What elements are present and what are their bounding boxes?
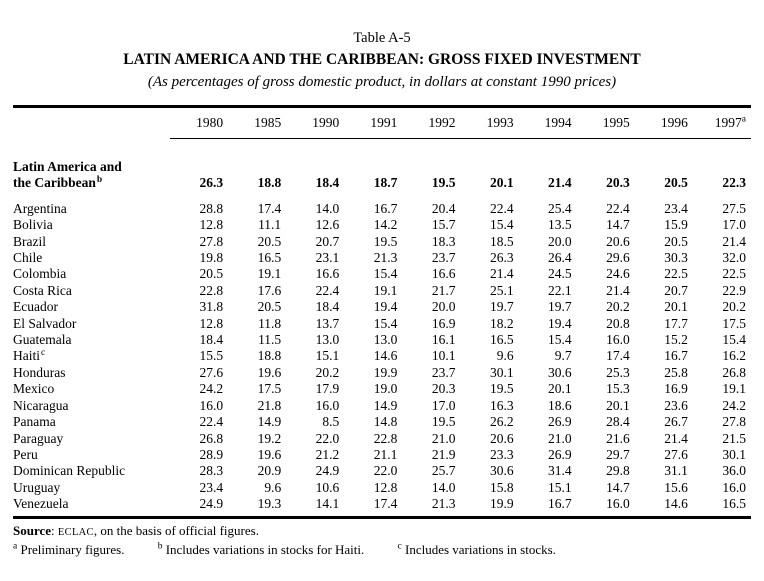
cell-value: 15.4: [373, 315, 398, 331]
cell-value: 16.7: [664, 348, 688, 364]
cell-value: 13.5: [548, 217, 572, 233]
cell-value: 13.0: [315, 332, 340, 348]
cell-value: 21.2: [315, 446, 340, 462]
cell-value: 20.1: [606, 397, 630, 413]
cell-value: 26.3: [199, 175, 224, 191]
cell-value: 28.3: [199, 463, 224, 479]
cell-value: 19.7: [548, 299, 572, 315]
column-header-1996: 1996: [635, 107, 693, 139]
cell-value: 24.5: [548, 266, 572, 282]
cell-value: 14.0: [315, 200, 340, 216]
cell-value: 20.9: [257, 463, 282, 479]
cell-value: 10.6: [315, 479, 340, 495]
cell-value: 26.9: [548, 446, 572, 462]
cell-value: 24.6: [606, 266, 630, 282]
cell-value: 20.7: [315, 233, 340, 249]
cell-value: 14.2: [373, 217, 398, 233]
row-note-marker: c: [41, 347, 46, 358]
cell-value: 20.1: [489, 175, 514, 191]
cell-value: 20.5: [664, 233, 688, 249]
row-label: Costa Rica: [13, 282, 72, 298]
cell-value: 16.1: [431, 332, 456, 348]
cell-value: 19.1: [722, 381, 746, 397]
cell-value: 23.4: [664, 200, 688, 216]
cell-value: 20.5: [257, 233, 282, 249]
row-label: Panama: [13, 414, 56, 430]
cell-value: 16.0: [722, 479, 746, 495]
cell-value: 28.9: [199, 446, 224, 462]
cell-value: 10.1: [431, 348, 456, 364]
cell-value: 17.4: [373, 496, 398, 512]
cell-value: 18.4: [315, 299, 340, 315]
cell-value: 30.1: [722, 446, 746, 462]
cell-value: 27.5: [722, 200, 746, 216]
cell-value: 30.6: [548, 364, 572, 380]
cell-value: 16.6: [431, 266, 456, 282]
cell-value: 16.2: [722, 348, 746, 364]
cell-value: 20.2: [315, 364, 340, 380]
row-label: Ecuador: [13, 299, 58, 315]
source-text: , on the basis of official figures.: [93, 522, 259, 538]
cell-value: 20.6: [489, 430, 514, 446]
cell-value: 16.7: [548, 496, 572, 512]
row-label: Uruguay: [13, 479, 61, 495]
cell-value: 26.7: [664, 414, 688, 430]
cell-value: 24.2: [722, 397, 746, 413]
cell-value: 19.9: [373, 364, 398, 380]
cell-value: 25.8: [664, 364, 688, 380]
table-row: [13, 299, 751, 315]
cell-value: 19.0: [373, 381, 398, 397]
cell-value: 26.8: [199, 430, 224, 446]
column-header-1992: 1992: [402, 107, 460, 139]
cell-value: 22.4: [315, 282, 340, 298]
cell-value: 25.1: [489, 282, 514, 298]
column-header-1997: 1997$^a$: [693, 107, 751, 139]
column-header-1995: 1995: [577, 107, 635, 139]
source-org: ECLAC: [57, 526, 94, 538]
cell-value: 19.5: [431, 414, 456, 430]
table-row: [13, 365, 751, 381]
row-label: Bolivia: [13, 217, 53, 233]
cell-value: 24.9: [315, 463, 340, 479]
cell-value: 22.0: [315, 430, 340, 446]
cell-value: 24.2: [199, 381, 224, 397]
footnote-c-marker: c: [397, 541, 402, 552]
cell-value: 19.4: [548, 315, 572, 331]
cell-value: 15.4: [548, 332, 572, 348]
cell-value: 26.3: [489, 250, 514, 266]
cell-value: 27.6: [199, 364, 224, 380]
cell-value: 16.5: [489, 332, 514, 348]
table-row: [13, 250, 751, 266]
table-row: [13, 398, 751, 414]
cell-value: 15.4: [373, 266, 398, 282]
cell-value: 19.2: [257, 430, 282, 446]
footnote-c-text: Includes variations in stocks.: [405, 541, 556, 557]
cell-value: 16.9: [664, 381, 688, 397]
cell-value: 23.4: [199, 479, 224, 495]
cell-value: 23.1: [315, 250, 340, 266]
cell-value: 20.8: [606, 315, 630, 331]
row-label: Haiti$^c$: [13, 347, 46, 364]
cell-value: 20.2: [722, 299, 746, 315]
row-label: Latin America and the Caribbean$^b$: [13, 159, 122, 191]
cell-value: 21.4: [722, 233, 746, 249]
cell-value: 18.4: [315, 175, 340, 191]
cell-value: 22.8: [199, 282, 224, 298]
cell-value: 31.4: [548, 463, 572, 479]
cell-value: 19.8: [199, 250, 224, 266]
table-row: [13, 414, 751, 430]
cell-value: 12.6: [315, 217, 340, 233]
table-row: [13, 266, 751, 282]
cell-value: 9.6: [496, 348, 514, 364]
cell-value: 28.8: [199, 200, 224, 216]
cell-value: 20.6: [606, 233, 630, 249]
source-line: [13, 523, 751, 541]
cell-value: 14.1: [315, 496, 340, 512]
spacer-row: [13, 192, 751, 201]
cell-value: 20.1: [548, 381, 572, 397]
cell-value: 21.4: [548, 175, 572, 191]
cell-value: 20.0: [431, 299, 456, 315]
cell-value: 23.3: [489, 446, 514, 462]
footnote-c: [398, 542, 556, 557]
cell-value: 18.8: [257, 175, 282, 191]
cell-value: 15.4: [722, 332, 746, 348]
table-row: [13, 201, 751, 217]
cell-value: 22.4: [199, 414, 224, 430]
cell-value: 26.9: [548, 414, 572, 430]
cell-value: 18.3: [431, 233, 456, 249]
cell-value: 18.6: [548, 397, 572, 413]
cell-value: 16.0: [606, 496, 630, 512]
row-label: Guatemala: [13, 332, 72, 348]
cell-value: 36.0: [722, 463, 746, 479]
cell-value: 21.3: [373, 250, 398, 266]
cell-value: 19.5: [431, 175, 456, 191]
cell-value: 31.1: [664, 463, 688, 479]
cell-value: 14.6: [664, 496, 688, 512]
cell-value: 30.3: [664, 250, 688, 266]
column-header-1993: 1993: [460, 107, 518, 139]
cell-value: 14.9: [373, 397, 398, 413]
spacer-row: [13, 139, 751, 160]
cell-value: 16.9: [431, 315, 456, 331]
table-header: [13, 107, 751, 139]
cell-value: 19.1: [373, 282, 398, 298]
cell-value: 14.0: [431, 479, 456, 495]
footnotes: [13, 542, 751, 558]
footnote-b-text: Includes variations in stocks for Haiti.: [165, 541, 365, 557]
cell-value: 13.7: [315, 315, 340, 331]
cell-value: 20.5: [199, 266, 224, 282]
cell-value: 19.7: [489, 299, 514, 315]
table-row: [13, 480, 751, 496]
cell-value: 11.8: [258, 315, 282, 331]
column-header-1980: 1980: [170, 107, 228, 139]
table-row: [13, 316, 751, 332]
cell-value: 27.6: [664, 446, 688, 462]
cell-value: 21.6: [606, 430, 630, 446]
cell-value: 20.4: [431, 200, 456, 216]
cell-value: 22.1: [548, 282, 572, 298]
cell-value: 15.1: [315, 348, 340, 364]
cell-value: 20.5: [257, 299, 282, 315]
cell-value: 12.8: [199, 217, 224, 233]
cell-value: 19.5: [489, 381, 514, 397]
cell-value: 15.7: [431, 217, 456, 233]
table-row: [13, 283, 751, 299]
row-label: Argentina: [13, 200, 67, 216]
cell-value: 22.3: [722, 175, 746, 191]
cell-value: 21.1: [373, 446, 398, 462]
cell-value: 21.7: [431, 282, 456, 298]
cell-value: 22.5: [664, 266, 688, 282]
cell-value: 30.6: [489, 463, 514, 479]
cell-value: 17.0: [722, 217, 746, 233]
cell-value: 17.6: [257, 282, 282, 298]
cell-value: 23.7: [431, 364, 456, 380]
cell-value: 27.8: [199, 233, 224, 249]
cell-value: 31.8: [199, 299, 224, 315]
cell-value: 15.8: [489, 479, 514, 495]
cell-value: 19.1: [257, 266, 282, 282]
column-header-1994: 1994: [519, 107, 577, 139]
cell-value: 24.9: [199, 496, 224, 512]
row-label: Brazil: [13, 233, 46, 249]
cell-value: 21.8: [257, 397, 282, 413]
source-label: Source: [13, 522, 52, 538]
cell-value: 14.7: [606, 479, 630, 495]
cell-value: 19.3: [257, 496, 282, 512]
cell-value: 14.7: [606, 217, 630, 233]
row-label: Mexico: [13, 381, 55, 397]
cell-value: 18.2: [489, 315, 514, 331]
cell-value: 22.0: [373, 463, 398, 479]
cell-value: 15.1: [548, 479, 572, 495]
column-note-marker: a: [741, 114, 746, 125]
cell-value: 11.1: [258, 217, 282, 233]
source-separator: :: [51, 522, 58, 538]
cell-value: 17.0: [431, 397, 456, 413]
cell-value: 21.0: [431, 430, 456, 446]
cell-value: 21.4: [489, 266, 514, 282]
cell-value: 13.0: [373, 332, 398, 348]
cell-value: 20.0: [548, 233, 572, 249]
cell-value: 17.5: [722, 315, 746, 331]
cell-value: 29.8: [606, 463, 630, 479]
table-row: [13, 332, 751, 348]
footnote-a-marker: a: [13, 541, 18, 552]
footnote-b-marker: b: [157, 541, 163, 552]
footnote-a-text: Preliminary figures.: [20, 541, 125, 557]
cell-value: 11.5: [258, 332, 282, 348]
table-subtitle: (As percentages of gross domestic product, in dollars at constant 1990 prices): [147, 74, 617, 90]
row-label: Colombia: [13, 266, 67, 282]
cell-value: 17.9: [315, 381, 340, 397]
row-label: Peru: [13, 446, 38, 462]
table-row: [13, 463, 751, 479]
cell-value: 15.4: [489, 217, 514, 233]
cell-value: 32.0: [722, 250, 746, 266]
cell-value: 16.7: [373, 200, 398, 216]
cell-value: 29.7: [606, 446, 630, 462]
cell-value: 16.0: [199, 397, 224, 413]
row-label: Venezuela: [13, 496, 69, 512]
column-header-1990: 1990: [286, 107, 344, 139]
cell-value: 18.7: [373, 175, 398, 191]
cell-value: 14.9: [257, 414, 282, 430]
cell-value: 15.2: [664, 332, 688, 348]
cell-value: 27.8: [722, 414, 746, 430]
cell-value: 16.0: [315, 397, 340, 413]
cell-value: 14.8: [373, 414, 398, 430]
cell-value: 30.1: [489, 364, 514, 380]
row-label: Dominican Republic: [13, 463, 126, 479]
cell-value: 20.1: [664, 299, 688, 315]
cell-value: 19.6: [257, 446, 282, 462]
cell-value: 22.9: [722, 282, 746, 298]
cell-value: 22.8: [373, 430, 398, 446]
cell-value: 17.4: [606, 348, 630, 364]
cell-value: 16.6: [315, 266, 340, 282]
footnote-a: [13, 542, 124, 557]
table-number: Table A-5: [353, 30, 411, 46]
cell-value: 16.5: [257, 250, 282, 266]
cell-value: 17.5: [257, 381, 282, 397]
spacer-row: [13, 513, 751, 518]
cell-value: 29.6: [606, 250, 630, 266]
cell-value: 21.4: [664, 430, 688, 446]
cell-value: 19.4: [373, 299, 398, 315]
cell-value: 25.7: [431, 463, 456, 479]
cell-value: 21.9: [431, 446, 456, 462]
cell-value: 19.5: [373, 233, 398, 249]
cell-value: 9.6: [264, 479, 282, 495]
table-row: [13, 447, 751, 463]
cell-value: 18.4: [199, 332, 224, 348]
cell-value: 21.4: [606, 282, 630, 298]
cell-value: 20.3: [606, 175, 630, 191]
cell-value: 26.8: [722, 364, 746, 380]
table-row: [13, 159, 751, 192]
cell-value: 12.8: [373, 479, 398, 495]
cell-value: 25.3: [606, 364, 630, 380]
row-label: Honduras: [13, 364, 66, 380]
cell-value: 15.3: [606, 381, 630, 397]
cell-value: 19.6: [257, 364, 282, 380]
cell-value: 25.4: [548, 200, 572, 216]
cell-value: 16.0: [606, 332, 630, 348]
column-header-1985: 1985: [228, 107, 286, 139]
row-label: Chile: [13, 250, 43, 266]
cell-value: 15.5: [199, 348, 224, 364]
cell-value: 17.4: [257, 200, 282, 216]
table-row: [13, 431, 751, 447]
row-label: Nicaragua: [13, 397, 69, 413]
cell-value: 20.7: [664, 282, 688, 298]
header-row: [13, 107, 751, 139]
cell-value: 12.8: [199, 315, 224, 331]
cell-value: 20.3: [431, 381, 456, 397]
table-row: [13, 496, 751, 512]
cell-value: 16.3: [489, 397, 514, 413]
row-note-marker: b: [96, 174, 103, 185]
title-block: [13, 30, 751, 91]
table-title: LATIN AMERICA AND THE CARIBBEAN: GROSS FIXED INVESTMENT: [123, 51, 641, 68]
cell-value: 21.3: [431, 496, 456, 512]
cell-value: 23.7: [431, 250, 456, 266]
cell-value: 22.4: [489, 200, 514, 216]
cell-value: 21.0: [548, 430, 572, 446]
table-row: [13, 381, 751, 397]
cell-value: 18.8: [257, 348, 282, 364]
cell-value: 17.7: [664, 315, 688, 331]
cell-value: 21.5: [722, 430, 746, 446]
cell-value: 15.6: [664, 479, 688, 495]
cell-value: 26.2: [489, 414, 514, 430]
cell-value: 15.9: [664, 217, 688, 233]
cell-value: 16.5: [722, 496, 746, 512]
table-row: [13, 348, 751, 364]
cell-value: 9.7: [554, 348, 572, 364]
cell-value: 18.5: [489, 233, 514, 249]
cell-value: 8.5: [322, 414, 340, 430]
corner-cell: [13, 107, 170, 139]
cell-value: 22.5: [722, 266, 746, 282]
cell-value: 20.2: [606, 299, 630, 315]
cell-value: 26.4: [548, 250, 572, 266]
table-row: [13, 217, 751, 233]
row-label: El Salvador: [13, 315, 77, 331]
cell-value: 23.6: [664, 397, 688, 413]
cell-value: 22.4: [606, 200, 630, 216]
cell-value: 20.5: [664, 175, 688, 191]
table-row: [13, 234, 751, 250]
row-label: Paraguay: [13, 430, 64, 446]
data-table: [13, 105, 751, 519]
cell-value: 28.4: [606, 414, 630, 430]
footnote-b: [158, 542, 365, 557]
column-header-1991: 1991: [344, 107, 402, 139]
cell-value: 19.9: [489, 496, 514, 512]
cell-value: 14.6: [373, 348, 398, 364]
footer: [13, 523, 751, 558]
